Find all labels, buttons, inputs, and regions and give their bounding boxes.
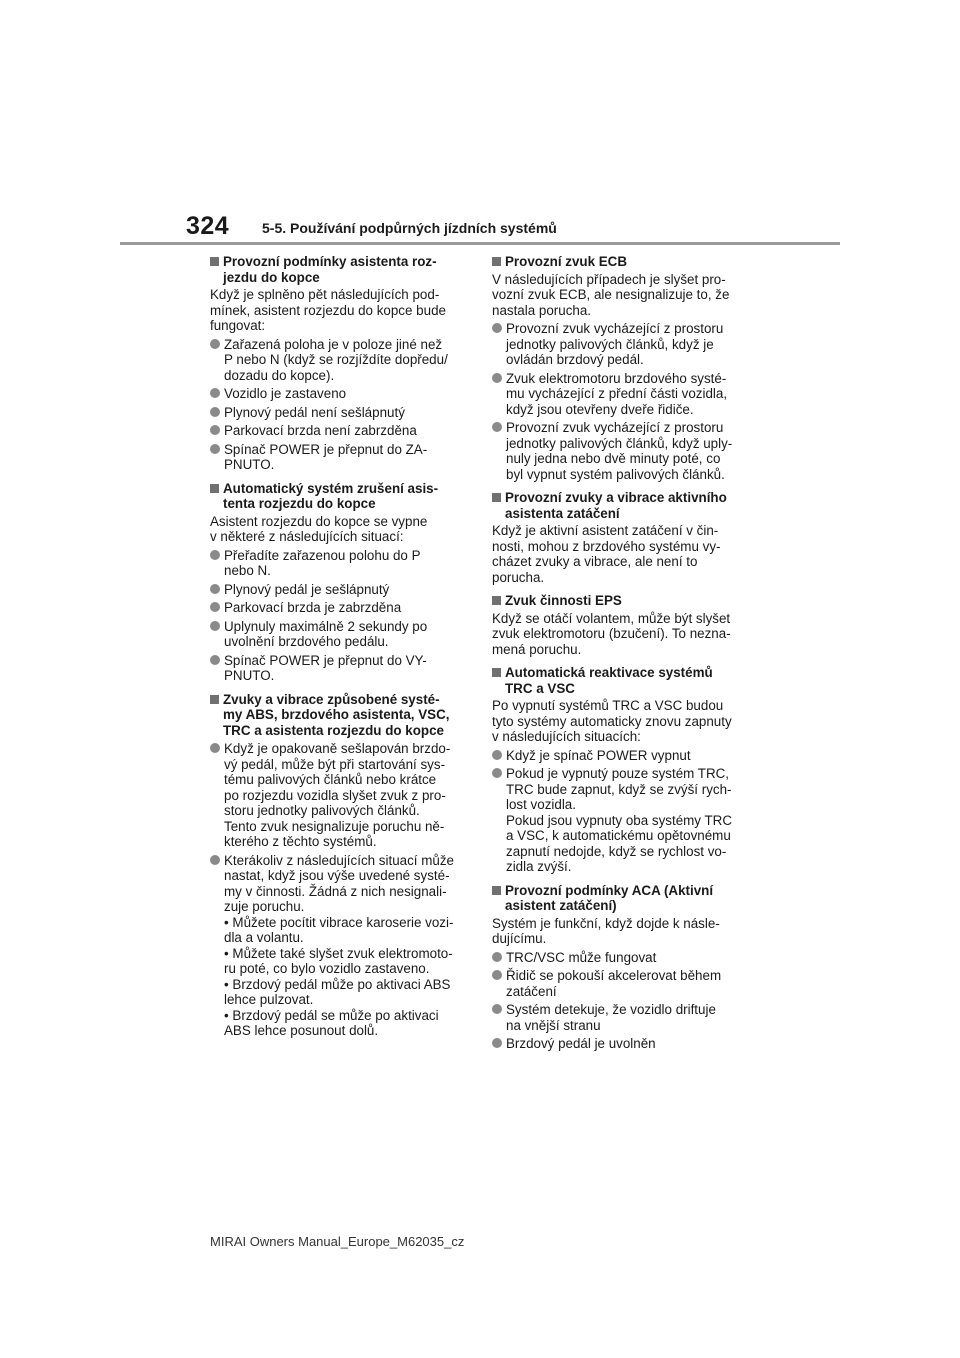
bullet-text: Zařazená poloha je v poloze jiné než P nebo N (když se rozjíždíte dopředu/ dozadu do kopce). bbox=[224, 336, 448, 383]
bullet-item bbox=[210, 386, 470, 402]
circle-bullet-icon bbox=[492, 422, 502, 432]
section-heading-text: Zvuky a vibrace způsobené systé- my ABS, brzdového asistenta, VSC, TRC a asistenta rozjezdu do kopce bbox=[223, 691, 450, 738]
section-heading bbox=[210, 254, 470, 285]
page-number: 324 bbox=[186, 212, 230, 240]
footer-text: MIRAI Owners Manual_Europe_M62035_cz bbox=[210, 1234, 465, 1249]
square-bullet-icon bbox=[492, 257, 501, 266]
bullet-item bbox=[492, 766, 752, 875]
section-heading-text: Provozní podmínky ACA (Aktivní asistent zatáčení) bbox=[505, 882, 714, 913]
bullet-text: Provozní zvuk vycházející z prostoru jednotky palivových článků, když je ovládán brzdový pedál. bbox=[506, 321, 724, 367]
bullet-text: Uplynuly maximálně 2 sekundy po uvolnění brzdového pedálu. bbox=[224, 618, 428, 649]
circle-bullet-icon bbox=[492, 1004, 502, 1014]
square-bullet-icon bbox=[210, 484, 219, 493]
circle-bullet-icon bbox=[210, 444, 220, 454]
square-bullet-icon bbox=[492, 886, 501, 895]
bullet-text: Pokud je vypnutý pouze systém TRC, TRC bude zapnut, když se zvýší rych- lost vozidla. Pokud jsou vypnuty oba systémy TRC a VSC, k automatickému opětovnému zapnutí nedojde, když se rychlost vo- zidla zvýší. bbox=[506, 766, 733, 874]
section-heading bbox=[210, 692, 470, 739]
bullet-item bbox=[210, 653, 470, 684]
section-heading-text: Zvuk činnosti EPS bbox=[505, 593, 622, 608]
bullet-item bbox=[210, 600, 470, 616]
circle-bullet-icon bbox=[210, 339, 220, 349]
bullet-item bbox=[492, 1002, 752, 1033]
bullet-item bbox=[210, 442, 470, 473]
section-block bbox=[492, 593, 752, 657]
bullet-text: Spínač POWER je přepnut do VY- PNUTO. bbox=[224, 652, 427, 683]
bullet-text: Řidič se pokouší akcelerovat během zatáčení bbox=[506, 968, 722, 999]
bullet-item bbox=[492, 1036, 752, 1052]
section-paragraph: Když se otáčí volantem, může být slyšet zvuk elektromotoru (bzučení). To nezna- mená poruchu. bbox=[492, 610, 731, 657]
right-column bbox=[492, 254, 752, 1052]
section-paragraph: Systém je funkční, když dojde k násle- dujícímu. bbox=[492, 915, 720, 946]
section-heading-text: Automatický systém zrušení asis- tenta rozjezdu do kopce bbox=[223, 480, 439, 511]
section-heading-text: Provozní zvuk ECB bbox=[505, 254, 628, 269]
square-bullet-icon bbox=[210, 257, 219, 266]
bullet-text: Plynový pedál je sešlápnutý bbox=[224, 581, 390, 597]
left-column bbox=[210, 254, 470, 1039]
bullet-text: Plynový pedál není sešlápnutý bbox=[224, 404, 405, 420]
section-paragraph: Když je splněno pět následujících pod- mínek, asistent rozjezdu do kopce bude fungovat: bbox=[210, 287, 446, 333]
bullet-text: Parkovací brzda je zabrzděna bbox=[224, 600, 402, 615]
bullet-item bbox=[210, 337, 470, 384]
section-block bbox=[210, 481, 470, 684]
section-heading bbox=[492, 254, 752, 270]
bullet-text: Spínač POWER je přepnut do ZA- PNUTO. bbox=[224, 441, 428, 472]
circle-bullet-icon bbox=[210, 655, 220, 665]
bullet-item bbox=[210, 405, 470, 421]
section-heading bbox=[492, 665, 752, 696]
section-block bbox=[492, 665, 752, 875]
header-rule bbox=[120, 242, 840, 245]
square-bullet-icon bbox=[210, 695, 219, 704]
circle-bullet-icon bbox=[210, 602, 220, 612]
square-bullet-icon bbox=[492, 668, 501, 677]
circle-bullet-icon bbox=[210, 388, 220, 398]
square-bullet-icon bbox=[492, 596, 501, 605]
bullet-item bbox=[210, 423, 470, 439]
section-heading-text: Provozní zvuky a vibrace aktivního asistenta zatáčení bbox=[505, 490, 727, 521]
circle-bullet-icon bbox=[210, 584, 220, 594]
bullet-text: Brzdový pedál je uvolněn bbox=[506, 1036, 656, 1051]
section-paragraph: Po vypnutí systémů TRC a VSC budou tyto systémy automaticky znovu zapnuty v následujících situacích: bbox=[492, 698, 732, 744]
circle-bullet-icon bbox=[210, 425, 220, 435]
bullet-item bbox=[492, 321, 752, 368]
section-block bbox=[492, 883, 752, 1052]
section-heading bbox=[492, 883, 752, 914]
bullet-text: Když je opakovaně sešlapován brzdo- vý pedál, může být při startování sys- tému palivových článků nebo krátce po rozjezdu vozidla slyšet zvuk z pro- storu jednotky palivových článků. Tento zvuk nesignalizuje poruchu ně- kterého z těchto systémů. bbox=[224, 741, 451, 849]
circle-bullet-icon bbox=[210, 743, 220, 753]
section-heading bbox=[492, 490, 752, 521]
circle-bullet-icon bbox=[210, 855, 220, 865]
bullet-item bbox=[492, 371, 752, 418]
section-title: 5-5. Používání podpůrných jízdních systémů bbox=[262, 220, 557, 236]
bullet-text: Když je spínač POWER vypnut bbox=[506, 747, 691, 763]
section-paragraph: V následujících případech je slyšet pro- vozní zvuk ECB, ale nesignalizuje to, že nastala porucha. bbox=[492, 271, 730, 318]
circle-bullet-icon bbox=[210, 550, 220, 560]
bullet-item bbox=[492, 968, 752, 999]
bullet-text: TRC/VSC může fungovat bbox=[506, 949, 657, 965]
bullet-item bbox=[492, 420, 752, 482]
bullet-item bbox=[492, 748, 752, 764]
bullet-item bbox=[210, 548, 470, 579]
circle-bullet-icon bbox=[210, 621, 220, 631]
circle-bullet-icon bbox=[492, 750, 502, 760]
bullet-item bbox=[210, 619, 470, 650]
bullet-text: Provozní zvuk vycházející z prostoru jednotky palivových článků, když uply- nuly jedna nebo dvě minuty poté, co byl vypnut systém palivových článků. bbox=[506, 420, 733, 482]
section-heading bbox=[210, 481, 470, 512]
section-paragraph: Asistent rozjezdu do kopce se vypne v některé z následujících situací: bbox=[210, 513, 428, 544]
circle-bullet-icon bbox=[492, 970, 502, 980]
bullet-text: Vozidlo je zastaveno bbox=[224, 386, 347, 401]
bullet-text: Kterákoliv z následujících situací může nastat, když jsou výše uvedené systé- my v činnosti. Žádná z nich nesignali- zuje poruchu. • Můžete pocítit vibrace karoserie vozi- dla a volantu. • Můžete také slyšet zvuk elektromoto- ru poté, co bylo vozidlo zastaveno. • Brzdový pedál může po aktivaci ABS lehce pulzovat. • Brzdový pedál se může po aktivaci ABS lehce posunout dolů. bbox=[224, 852, 454, 1038]
circle-bullet-icon bbox=[492, 323, 502, 333]
section-heading-text: Automatická reaktivace systémů TRC a VSC bbox=[505, 665, 713, 696]
square-bullet-icon bbox=[492, 493, 501, 502]
circle-bullet-icon bbox=[492, 768, 502, 778]
bullet-item bbox=[492, 950, 752, 966]
section-paragraph: Když je aktivní asistent zatáčení v čin- nosti, mohou z brzdového systému vy- cházet zvuky a vibrace, ale není to porucha. bbox=[492, 523, 721, 585]
section-block bbox=[492, 254, 752, 482]
bullet-text: Zvuk elektromotoru brzdového systé- mu vycházející z přední části vozidla, když jsou otevřeny dveře řidiče. bbox=[506, 370, 728, 417]
bullet-item bbox=[210, 853, 470, 1039]
section-heading-text: Provozní podmínky asistenta roz- jezdu do kopce bbox=[223, 254, 437, 285]
section-block bbox=[210, 254, 470, 473]
bullet-text: Přeřadíte zařazenou polohu do P nebo N. bbox=[224, 547, 421, 578]
circle-bullet-icon bbox=[210, 407, 220, 417]
bullet-item bbox=[210, 741, 470, 850]
section-block bbox=[210, 692, 470, 1039]
bullet-text: Systém detekuje, že vozidlo driftuje na vnější stranu bbox=[506, 1002, 716, 1033]
bullet-item bbox=[210, 582, 470, 598]
circle-bullet-icon bbox=[492, 373, 502, 383]
section-block bbox=[492, 490, 752, 585]
bullet-text: Parkovací brzda není zabrzděna bbox=[224, 423, 417, 438]
section-heading bbox=[492, 593, 752, 609]
circle-bullet-icon bbox=[492, 952, 502, 962]
circle-bullet-icon bbox=[492, 1038, 502, 1048]
